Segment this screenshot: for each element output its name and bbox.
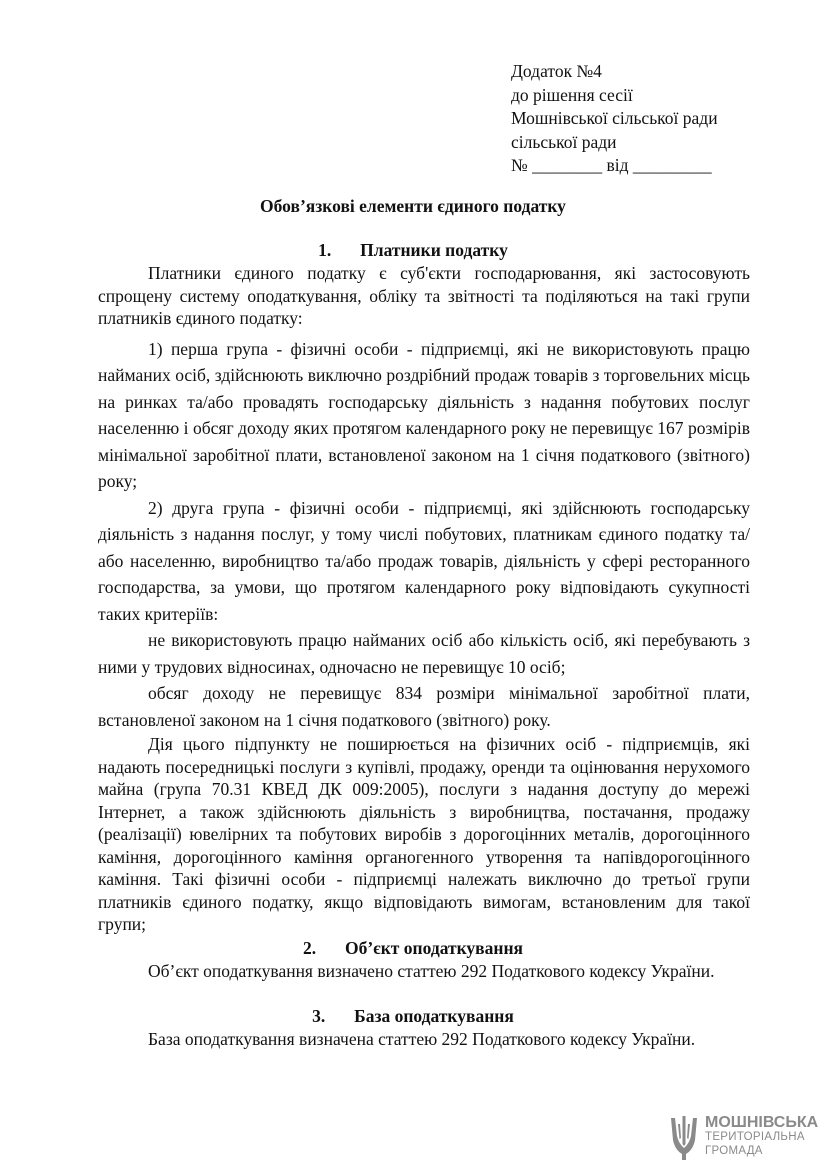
annex-number-date: № ________ від _________ — [511, 155, 712, 175]
group-1-paragraph: 1) перша група - фізичні особи - підприємці, які не використовують працю найманих осіб, здійснюють виключно роздрібний продаж товарів з торговельних місць на ринках та/або провадять господарську діяльність з надання побутових послуг населенню і обсяг доходу яких протягом календарного року не перевищує 167 розмірів мінімальної заробітної плати, встановленої законом на 1 січня податкового (звітного) року; — [98, 338, 750, 491]
logo-text — [705, 1116, 818, 1158]
section-1-body — [98, 262, 750, 936]
section-3-title: База оподаткування — [354, 1006, 514, 1026]
section-2-body — [98, 960, 750, 983]
criterion-1-paragraph: не використовують працю найманих осіб або кількість осіб, які перебувають з ними у трудових відносинах, одночасно не перевищує 10 осіб; — [98, 630, 750, 677]
document-title: Обов’язкові елементи єдиного податку — [260, 196, 566, 216]
annex-council-2: сільської ради — [511, 131, 617, 152]
section-2-number: 2. — [302, 938, 317, 958]
annex-header — [511, 60, 771, 178]
community-logo — [667, 1114, 817, 1162]
section-1-intro: Платники єдиного податку є суб'єкти господарювання, які застосовують спрощену систему оподаткування, обліку та звітності та поділяються на такі групи платників єдиного податку: — [98, 263, 750, 328]
section-3-text: База оподаткування визначена статтею 292 Податкового кодексу України. — [148, 1029, 696, 1049]
section-3-heading — [0, 1006, 826, 1027]
logo-line-3: ГРОМАДА — [705, 1145, 763, 1157]
group-2-paragraph: 2) друга група - фізичні особи - підприємці, які здійснюють господарську діяльність з надання послуг, у тому числі побутових, платникам єдиного податку та/або населенню, виробництво та/або продаж товарів, діяльність у сфері ресторанного господарства, за умови, що протягом календарного року відповідають сукупності таких критеріїв: — [98, 497, 750, 624]
logo-line-2: ТЕРИТОРІАЛЬНА — [705, 1131, 805, 1143]
section-3-number: 3. — [312, 1006, 326, 1026]
section-2-text: Об’єкт оподаткування визначено статтею 292 Податкового кодексу України. — [148, 961, 715, 981]
criterion-2-paragraph: обсяг доходу не перевищує 834 розміри мінімальної заробітної плати, встановленої законом на 1 січня податкового (звітного) року. — [98, 683, 750, 730]
annex-number: Додаток №4 — [511, 61, 602, 81]
section-2-title: Об’єкт оподаткування — [344, 938, 524, 958]
exclusion-paragraph: Дія цього підпункту не поширюється на фізичних осіб - підприємців, які надають посередницькі послуги з купівлі, продажу, оренди та оцінювання нерухомого майна (група 70.31 КВЕД ДК 009:2005), послуги з надання доступу до мережі Інтернет, а також здійснюють діяльність з виробництва, постачання, продажу (реалізації) ювелірних та побутових виробів з дорогоцінних металів, дорогоцінного каміння, дорогоцінного каміння органогенного утворення та напівдорогоцінного каміння. Такі фізичні особи - підприємці належать виключно до третьої групи платників єдиного податку, якщо відповідають вимогам, встановленим для такої групи; — [98, 734, 750, 934]
section-3-body — [98, 1028, 750, 1051]
annex-decision: до рішення сесії — [511, 84, 633, 105]
logo-line-1: МОШНІВСЬКА — [705, 1114, 819, 1131]
annex-council: Мошнівської сільської ради — [511, 108, 718, 128]
section-2-heading — [0, 938, 826, 959]
section-1-heading — [0, 240, 826, 261]
trident-icon — [667, 1114, 701, 1162]
section-1-title: Платники податку — [360, 240, 508, 260]
section-1-number: 1. — [318, 240, 332, 260]
